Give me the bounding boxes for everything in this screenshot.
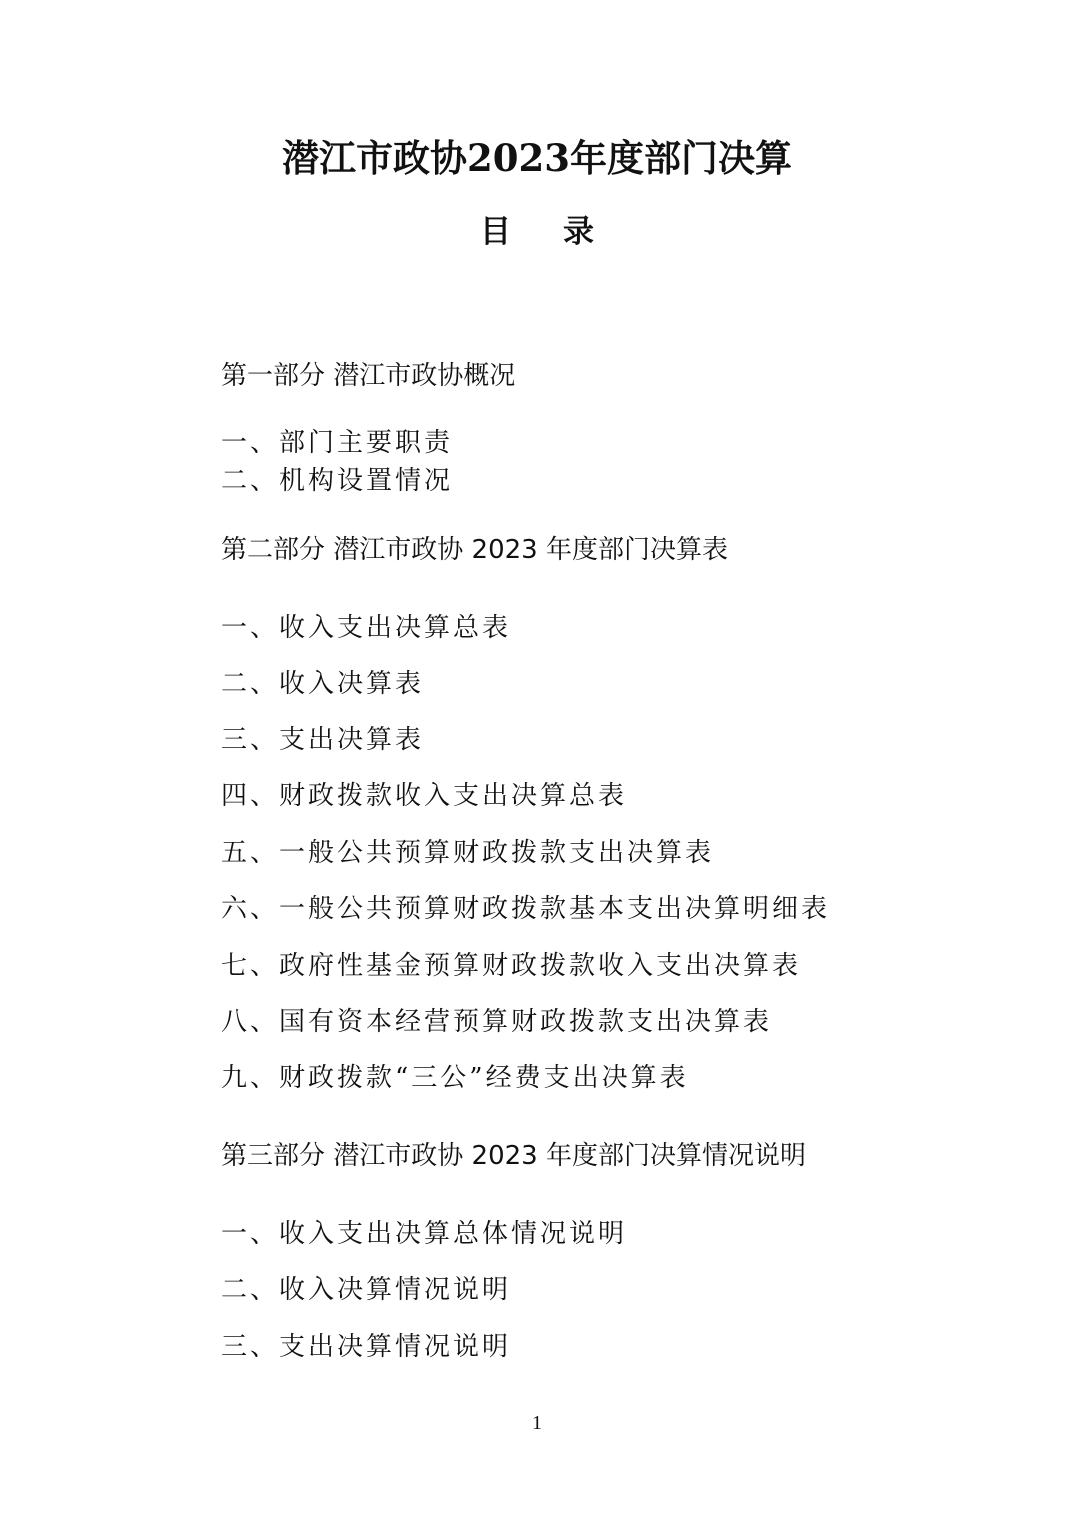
toc-item: 九、财政拨款“三公”经费支出决算表 <box>221 1063 689 1093</box>
document-title: 潜江市政协2023年度部门决算 <box>282 136 792 180</box>
toc-item: 二、收入决算表 <box>221 669 425 699</box>
toc-item: 七、政府性基金预算财政拨款收入支出决算表 <box>221 951 802 981</box>
toc-item: 一、部门主要职责 <box>221 428 454 458</box>
toc-item: 六、一般公共预算财政拨款基本支出决算明细表 <box>221 894 831 924</box>
toc-item: 二、机构设置情况 <box>221 466 454 496</box>
toc-item: 四、财政拨款收入支出决算总表 <box>221 781 628 811</box>
toc-item: 一、收入支出决算总体情况说明 <box>221 1219 628 1249</box>
toc-heading-left: 目 <box>480 214 511 250</box>
section-heading-part-2: 第二部分 潜江市政协 2023 年度部门决算表 <box>221 535 728 565</box>
toc-item: 一、收入支出决算总表 <box>221 613 512 643</box>
toc-item: 三、支出决算表 <box>221 725 425 755</box>
toc-item: 二、收入决算情况说明 <box>221 1275 512 1305</box>
toc-heading-right: 录 <box>563 214 594 250</box>
toc-heading <box>0 208 1074 256</box>
toc-item: 八、国有资本经营预算财政拨款支出决算表 <box>221 1007 773 1037</box>
toc-item: 三、支出决算情况说明 <box>221 1332 512 1362</box>
page-number: 1 <box>532 1412 542 1434</box>
section-heading-part-1: 第一部分 潜江市政协概况 <box>221 361 516 391</box>
section-heading-part-3: 第三部分 潜江市政协 2023 年度部门决算情况说明 <box>221 1141 806 1171</box>
toc-item: 五、一般公共预算财政拨款支出决算表 <box>221 838 715 868</box>
